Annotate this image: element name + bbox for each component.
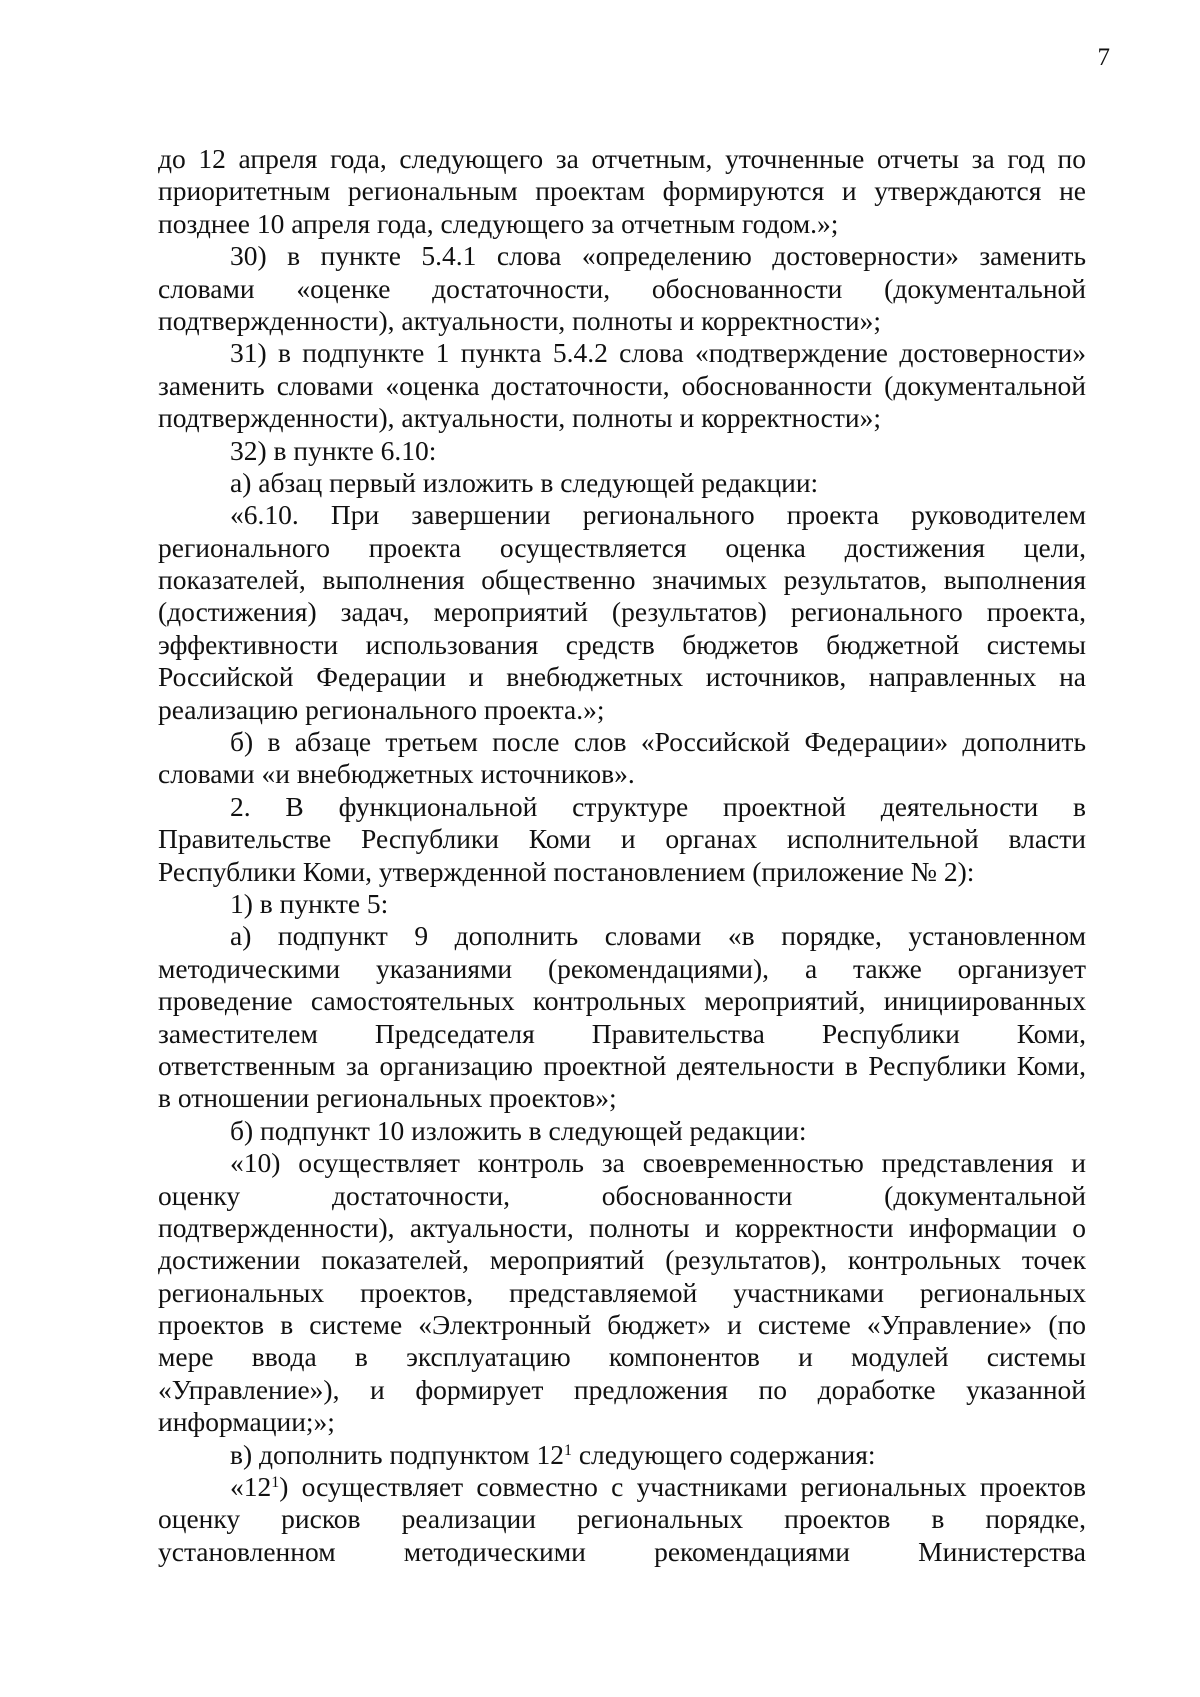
text-line: оценку достаточности, обоснованности (документальной	[158, 1179, 1086, 1211]
text-line: региональных проектов, представляемой участниками региональных	[158, 1276, 1086, 1308]
text-line: 32) в пункте 6.10:	[230, 434, 437, 466]
text-line: подтвержденности), актуальности, полноты и корректности»;	[158, 304, 881, 336]
text-line: методическими указаниями (рекомендациями), а также организует	[158, 952, 1086, 984]
text-line: достижении показателей, мероприятий (результатов), контрольных точек	[158, 1244, 1086, 1276]
text-line: (достижения) задач, мероприятий (результатов) регионального проекта,	[158, 596, 1086, 628]
text-line: позднее 10 апреля года, следующего за отчетным годом.»;	[158, 207, 839, 239]
text-line: подтвержденности), актуальности, полноты и корректности»;	[158, 402, 881, 434]
text-line: «10) осуществляет контроль за своевременностью представления и	[230, 1147, 1086, 1179]
text-line: «Управление»), и формирует предложения по доработке указанной	[158, 1373, 1086, 1405]
text-line: в отношении региональных проектов»;	[158, 1082, 617, 1114]
text-line: 1) в пункте 5:	[230, 887, 389, 919]
text-line: заменить словами «оценка достаточности, обоснованности (документальной	[158, 369, 1086, 401]
text-line: заместителем Председателя Правительства Республики Коми,	[158, 1017, 1086, 1049]
text-line: подтвержденности), актуальности, полноты и корректности информации о	[158, 1211, 1086, 1243]
page-number: 7	[1097, 44, 1110, 71]
text-line-with-superscript	[158, 1439, 1086, 1471]
text-line: «6.10. При завершении регионального проекта руководителем	[230, 499, 1086, 531]
text-line: ответственным за организацию проектной деятельности в Республики Коми,	[158, 1049, 1086, 1081]
text-fragment: в) дополнить подпунктом 12	[230, 1438, 564, 1470]
text-line: 2. В функциональной структуре проектной деятельности в	[230, 790, 1086, 822]
text-line: 31) в подпункте 1 пункта 5.4.2 слова «подтверждение достоверности»	[230, 337, 1086, 369]
text-line: словами «и внебюджетных источников».	[158, 758, 635, 790]
text-line: показателей, выполнения общественно значимых результатов, выполнения	[158, 564, 1086, 596]
text-line: реализацию регионального проекта.»;	[158, 693, 605, 725]
text-line: б) подпункт 10 изложить в следующей редакции:	[230, 1114, 807, 1146]
text-line: эффективности использования средств бюджетов бюджетной системы	[158, 628, 1086, 660]
text-line: 30) в пункте 5.4.1 слова «определению достоверности» заменить	[230, 240, 1086, 272]
text-fragment: «12	[230, 1471, 272, 1503]
text-line: приоритетным региональным проектам формируются и утверждаются не	[158, 175, 1086, 207]
superscript: 1	[271, 1474, 280, 1492]
text-line: а) абзац первый изложить в следующей редакции:	[230, 466, 819, 498]
text-line: мере ввода в эксплуатацию компонентов и модулей системы	[158, 1341, 1086, 1373]
text-line: оценку рисков реализации региональных проектов в порядке,	[158, 1503, 1086, 1535]
text-line: до 12 апреля года, следующего за отчетным, уточненные отчеты за год по	[158, 143, 1086, 174]
text-line: информации;»;	[158, 1406, 335, 1438]
text-fragment: следующего содержания:	[571, 1438, 876, 1470]
text-line: а) подпункт 9 дополнить словами «в порядке, установленном	[230, 920, 1086, 952]
text-line: Российской Федерации и внебюджетных источников, направленных на	[158, 661, 1086, 693]
text-line: словами «оценке достаточности, обоснованности (документальной	[158, 272, 1086, 304]
text-line: регионального проекта осуществляется оценка достижения цели,	[158, 531, 1086, 563]
text-line: Республики Коми, утвержденной постановлением (приложение № 2):	[158, 855, 975, 887]
text-line: установленном методическими рекомендациями Министерства	[158, 1535, 1086, 1567]
superscript: 1	[563, 1441, 572, 1459]
document-body	[158, 143, 1086, 1568]
text-line: проектов в системе «Электронный бюджет» и системе «Управление» (по	[158, 1309, 1086, 1341]
text-line: б) в абзаце третьем после слов «Российской Федерации» дополнить	[230, 726, 1086, 758]
text-line: проведение самостоятельных контрольных мероприятий, инициированных	[158, 985, 1086, 1017]
text-line: Правительстве Республики Коми и органах исполнительной власти	[158, 823, 1086, 855]
text-fragment: ) осуществляет совместно с участниками региональных проектов	[279, 1471, 1086, 1503]
text-line-with-superscript	[158, 1471, 1086, 1503]
